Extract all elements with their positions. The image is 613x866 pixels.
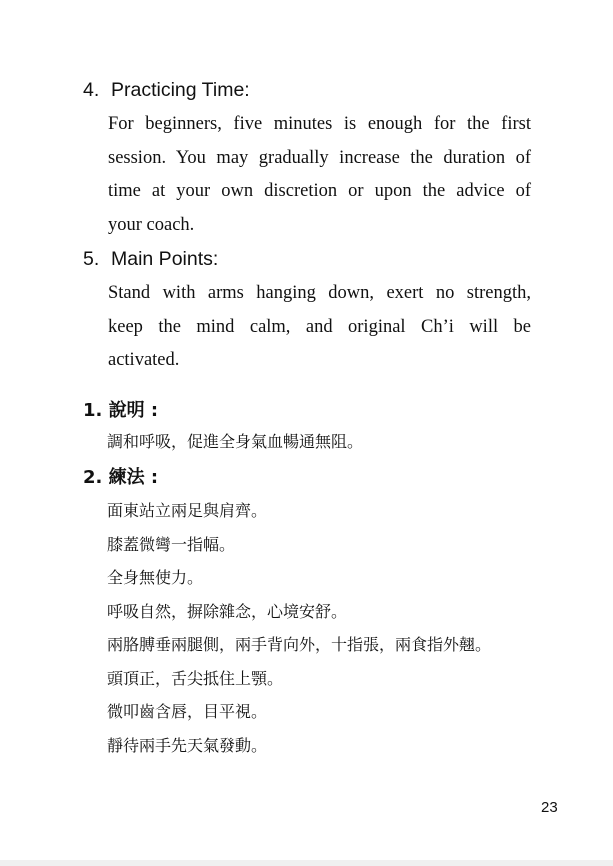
practice-step-zh: 頭頂正，舌尖抵住上顎。 (107, 669, 284, 688)
page-bottom-edge (0, 860, 613, 866)
section-title: Practicing Time: (111, 79, 250, 101)
practice-step-zh: 兩胳膊垂兩腿側，兩手背向外，十指張，兩食指外翹。 (107, 635, 492, 654)
practice-step-zh: 膝蓋微彎一指幅。 (107, 535, 236, 554)
section-number: 4. (83, 79, 100, 101)
paragraph-line: your coach. (108, 214, 195, 235)
explanation-heading-zh: 1. 說明 : (83, 400, 159, 421)
section-title: Main Points: (111, 248, 219, 270)
practice-step-zh: 呼吸自然，摒除雜念，心境安舒。 (107, 602, 348, 621)
practice-step-zh: 微叩齒含唇，目平視。 (107, 702, 268, 721)
explanation-line-zh: 調和呼吸，促進全身氣血暢通無阻。 (107, 432, 364, 451)
practicing-time-heading (83, 79, 250, 102)
practice-heading-zh: 2. 練法 : (83, 467, 159, 488)
main-points-heading (83, 248, 218, 271)
paragraph-line: session. You may gradually increase the duration of (108, 147, 531, 168)
practice-step-zh: 面東站立兩足與肩齊。 (107, 501, 268, 520)
paragraph-line: keep the mind calm, and original Ch’i will be (108, 316, 531, 337)
paragraph-line: activated. (108, 350, 180, 370)
practice-step-zh: 全身無使力。 (107, 568, 204, 587)
paragraph-line: Stand with arms hanging down, exert no strength, (108, 283, 531, 303)
practice-step-zh: 靜待兩手先天氣發動。 (107, 736, 268, 755)
paragraph-line: For beginners, five minutes is enough for the first (108, 114, 531, 134)
main-points-paragraph (108, 277, 531, 378)
paragraph-line: time at your own discretion or upon the advice of (108, 181, 531, 201)
page-number: 23 (541, 799, 558, 816)
practicing-time-paragraph (108, 108, 531, 242)
section-number: 5. (83, 248, 100, 270)
